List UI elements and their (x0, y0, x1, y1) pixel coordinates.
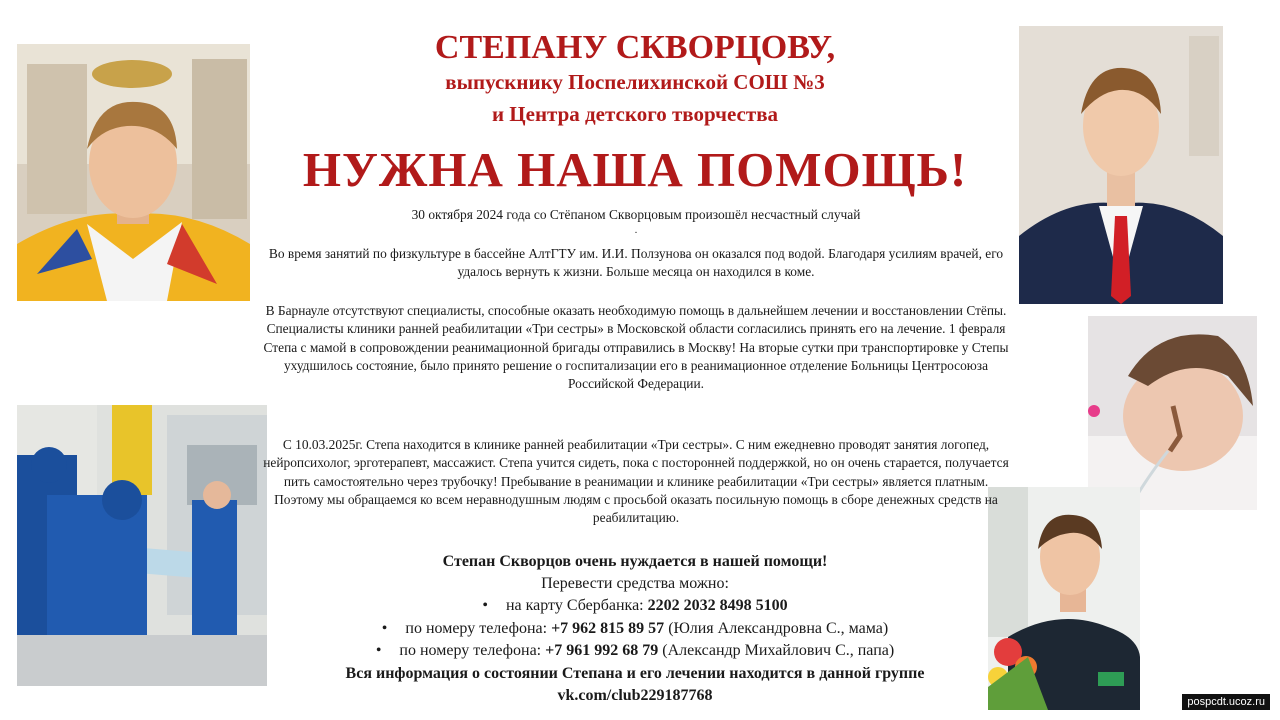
payment-label: по номеру телефона: (399, 642, 542, 659)
story-paragraph-1: Во время занятий по физкультуре в бассейне АлтГТУ им. И.И. Ползунова он оказался под водой. Благодаря усилиям врачей, его удалось вернуть к жизни. Больше месяца он находился в коме. (268, 246, 1004, 280)
subtitle-center: и Центра детского творчества (491, 102, 779, 126)
payment-note: (Юлия Александровна С., мама) (668, 620, 889, 637)
payment-label: на карту Сбербанка: (505, 597, 644, 614)
bullet-icon: • (381, 620, 388, 637)
photo-boy-orange-shirt (17, 44, 250, 301)
card-number: 2202 2032 8498 5100 (647, 597, 788, 614)
payment-label: по номеру телефона: (405, 620, 548, 637)
payment-note: (Александр Михайлович С., папа) (662, 642, 895, 659)
story-paragraph-3: С 10.03.2025г. Степа находится в клинике ранней реабилитации «Три сестры». С ним ежедневно проводят занятия логопед, нейропсихолог, эрготерапевт, массажист. Степа учится сидеть, пока с посторонней поддержкой, но он очень старается, получается пить самостоятельно через трубочку! Пребывание в реанимации и клинике реабилитации «Три сестры» является платным. Поэтому мы обращаемся ко всем неравнодушным людям с просьбой оказать посильную помощь в сборе денежных средств на реабилитацию. (263, 437, 1009, 526)
incident-date-line: 30 октября 2024 года со Стёпаном Скворцовым произошёл несчастный случай (411, 207, 861, 222)
transfer-heading: Перевести средства можно: (541, 575, 729, 592)
photo-ambulance-transfer (17, 405, 267, 686)
phone-number: +7 961 992 68 79 (545, 642, 659, 659)
photo-hospital-bed (1088, 316, 1257, 510)
payment-phone-mother (270, 618, 1000, 640)
bullet-icon: • (375, 642, 382, 659)
phone-number: +7 962 815 89 57 (551, 620, 665, 637)
appeal-heading: Степан Скворцов очень нуждается в нашей помощи! (442, 553, 828, 570)
info-line: Вся информация о состоянии Степана и его лечении находится в данной группе (345, 665, 925, 682)
story-paragraph-2: В Барнауле отсутствуют специалисты, способные оказать необходимую помощь в дальнейшем лечении и восстановлении Стёпы. Специалисты клиники ранней реабилитации «Три сестры» в Московской области согласились принять его на лечение. 1 февраля Степа с мамой в сопровождении реанимационной бригады отправились в Москву! На вторые сутки при транспортировке у Степы ухудшилось состояние, было принято решение о госпитализации его в реанимационное отделение Больницы Центросоюза Российской Федерации. (263, 303, 1009, 392)
separator-dot: . (634, 225, 638, 236)
vk-group-link[interactable]: vk.com/club229187768 (557, 687, 713, 704)
title-name: СТЕПАНУ СКВОРЦОВУ, (434, 29, 836, 66)
photo-boy-with-flowers (988, 487, 1140, 710)
payment-phone-father (270, 640, 1000, 662)
subtitle-school: выпускнику Поспелихинской СОШ №3 (445, 70, 825, 94)
headline: НУЖНА НАША ПОМОЩЬ! (302, 142, 968, 197)
bullet-icon: • (482, 597, 488, 614)
payment-card (270, 595, 1000, 617)
photo-young-man-suit (1019, 26, 1223, 304)
watermark: pospcdt.ucoz.ru (1182, 694, 1270, 710)
